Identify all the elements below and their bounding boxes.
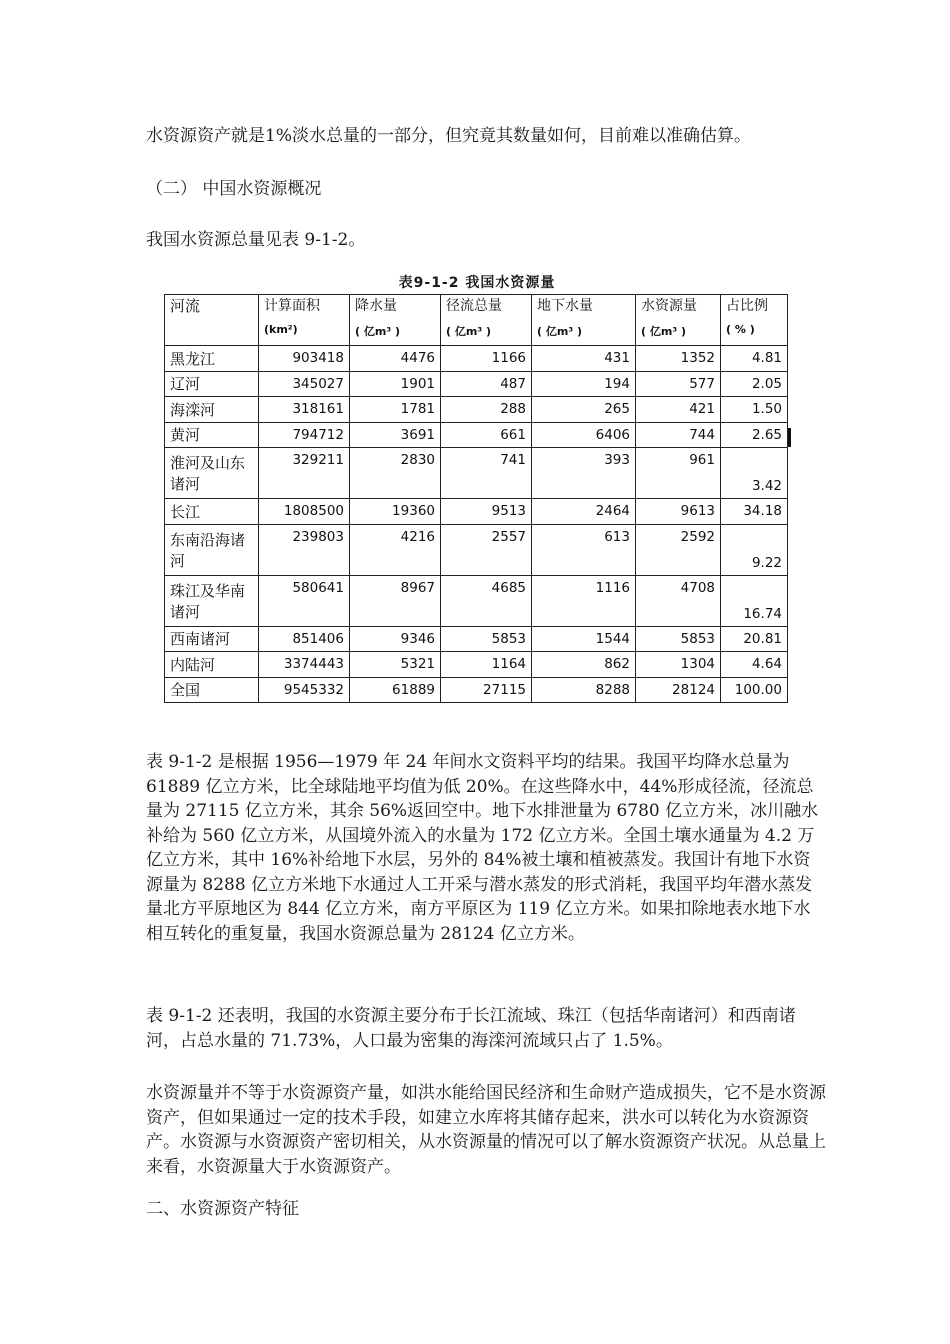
table-row <box>165 575 788 626</box>
header-unit: ( 亿m³ ) <box>537 325 582 338</box>
table-cell-precip: 1901 <box>350 371 441 397</box>
table-cell-area: 580641 <box>259 575 350 626</box>
table-cell-runoff: 5853 <box>441 626 532 652</box>
table-cell-runoff: 27115 <box>441 677 532 703</box>
table-cell-resource: 744 <box>636 422 721 448</box>
table-cell-precip: 2830 <box>350 448 441 499</box>
header-cell-resource <box>636 295 721 346</box>
table-cell-name: 黄河 <box>165 422 259 448</box>
header-label: 水资源量 <box>641 298 697 314</box>
table-cell-precip: 3691 <box>350 422 441 448</box>
header-cell-ground <box>532 295 636 346</box>
table-cell-area: 239803 <box>259 524 350 575</box>
paragraph-3: 水资源量并不等于水资源资产量，如洪水能给国民经济和生命财产造成损失，它不是水资源资产，但如果通过一定的技术手段，如建立水库将其储存起来，洪水可以转化为水资源资产。水资源与水资源资产密切相关，从水资源量的情况可以了解水资源资产状况。从总量上来看，水资源量大于水资源资产。 <box>146 1083 826 1177</box>
table-cell-ground: 393 <box>532 448 636 499</box>
header-label: 计算面积 <box>264 298 320 314</box>
header-cell-runoff <box>441 295 532 346</box>
header-cell-river <box>165 295 259 346</box>
table-cell-ground: 431 <box>532 346 636 372</box>
table-cell-runoff: 2557 <box>441 524 532 575</box>
table-cell-resource: 1304 <box>636 652 721 678</box>
table-cell-pct: 16.74 <box>721 575 788 626</box>
header-unit: ( % ) <box>726 323 755 336</box>
table-cell-resource: 2592 <box>636 524 721 575</box>
table-cell-name: 全国 <box>165 677 259 703</box>
table-cell-resource: 577 <box>636 371 721 397</box>
table-cell-name: 长江 <box>165 499 259 525</box>
header-unit: ( 亿m³ ) <box>355 325 400 338</box>
water-resource-table <box>164 294 788 703</box>
table-cell-resource: 961 <box>636 448 721 499</box>
header-label: 径流总量 <box>446 298 502 314</box>
section-heading-2: 二、水资源资产特征 <box>146 1199 299 1219</box>
table-cell-resource: 9613 <box>636 499 721 525</box>
table-cell-name: 黑龙江 <box>165 346 259 372</box>
table-cell-precip: 4476 <box>350 346 441 372</box>
table-row <box>165 524 788 575</box>
header-unit: (km²) <box>264 323 298 336</box>
table-cell-area: 3374443 <box>259 652 350 678</box>
table-cell-ground: 194 <box>532 371 636 397</box>
table-cell-pct: 20.81 <box>721 626 788 652</box>
table-cell-ground: 8288 <box>532 677 636 703</box>
table-cell-name: 海滦河 <box>165 397 259 423</box>
table-cell-ground: 862 <box>532 652 636 678</box>
table-cell-runoff: 741 <box>441 448 532 499</box>
table-row <box>165 677 788 703</box>
table-cell-name: 东南沿海诸河 <box>165 524 259 575</box>
table-cell-ground: 1116 <box>532 575 636 626</box>
table-cell-precip: 9346 <box>350 626 441 652</box>
header-unit: ( 亿m³ ) <box>641 325 686 338</box>
table-cell-ground: 613 <box>532 524 636 575</box>
table-cell-area: 318161 <box>259 397 350 423</box>
table-cell-precip: 1781 <box>350 397 441 423</box>
table-cell-area: 329211 <box>259 448 350 499</box>
table-cell-name: 珠江及华南诸河 <box>165 575 259 626</box>
table-cell-name: 西南诸河 <box>165 626 259 652</box>
header-label: 占比例 <box>726 298 768 314</box>
table-cell-ground: 1544 <box>532 626 636 652</box>
table-cell-resource: 421 <box>636 397 721 423</box>
table-cell-resource: 28124 <box>636 677 721 703</box>
table-cell-precip: 8967 <box>350 575 441 626</box>
cursor-mark <box>788 428 791 447</box>
table-cell-area: 345027 <box>259 371 350 397</box>
header-cell-area <box>259 295 350 346</box>
table-cell-pct: 2.65 <box>721 422 788 448</box>
table-cell-ground: 265 <box>532 397 636 423</box>
table-cell-area: 794712 <box>259 422 350 448</box>
table-cell-pct: 3.42 <box>721 448 788 499</box>
paragraph-1: 表 9-1-2 是根据 1956—1979 年 24 年间水文资料平均的结果。我国平均降水总量为 61889 亿立方米，比全球陆地平均值为低 20%。在这些降水中，44%形成径流，径流总量为 27115 亿立方米，其余 56%返回空中。地下水排泄量为 6780 亿立方米，冰川融水补给为 560 亿立方米，从国境外流入的水量为 172 亿立方米。全国土壤水通量为 4.2 万亿立方米，其中 16%补给地下水层，另外的 84%被土壤和植被蒸发。我国计有地下水资源量为 8288 亿立方米地下水通过人工开采与潜水蒸发的形式消耗，我国平均年潜水蒸发量北方平原地区为 844 亿立方米，南方平原区为 119 亿立方米。如果扣除地表水地下水相互转化的重复量，我国水资源总量为 28124 亿立方米。 <box>146 752 819 944</box>
table-row <box>165 346 788 372</box>
subheading: （二） 中国水资源概况 <box>146 179 322 199</box>
table-header-row <box>165 295 788 346</box>
table-cell-precip: 19360 <box>350 499 441 525</box>
header-cell-precip <box>350 295 441 346</box>
table-cell-pct: 100.00 <box>721 677 788 703</box>
table-cell-area: 1808500 <box>259 499 350 525</box>
table-cell-name: 辽河 <box>165 371 259 397</box>
table-row <box>165 626 788 652</box>
header-unit: ( 亿m³ ) <box>446 325 491 338</box>
table-cell-pct: 4.64 <box>721 652 788 678</box>
intro-line: 水资源资产就是1%淡水总量的一部分，但究竟其数量如何，目前难以准确估算。 <box>146 126 751 146</box>
header-label: 地下水量 <box>537 298 593 314</box>
table-cell-runoff: 1166 <box>441 346 532 372</box>
table-row <box>165 397 788 423</box>
table-reference: 我国水资源总量见表 9-1-2。 <box>146 230 366 250</box>
table-cell-runoff: 9513 <box>441 499 532 525</box>
table-cell-pct: 2.05 <box>721 371 788 397</box>
paragraph-2: 表 9-1-2 还表明，我国的水资源主要分布于长江流域、珠江（包括华南诸河）和西南诸河，占总水量的 71.73%，人口最为密集的海滦河流域只占了 1.5%。 <box>146 1006 796 1051</box>
table-cell-precip: 61889 <box>350 677 441 703</box>
header-label: 河流 <box>170 297 201 315</box>
table-cell-pct: 1.50 <box>721 397 788 423</box>
table-cell-name: 内陆河 <box>165 652 259 678</box>
table-cell-pct: 9.22 <box>721 524 788 575</box>
table-row <box>165 652 788 678</box>
table-cell-area: 851406 <box>259 626 350 652</box>
table-cell-resource: 1352 <box>636 346 721 372</box>
table-row <box>165 371 788 397</box>
header-label: 降水量 <box>355 298 397 314</box>
table-cell-runoff: 487 <box>441 371 532 397</box>
table-cell-pct: 34.18 <box>721 499 788 525</box>
header-cell-pct <box>721 295 788 346</box>
table-cell-ground: 6406 <box>532 422 636 448</box>
table-cell-area: 9545332 <box>259 677 350 703</box>
table-cell-runoff: 288 <box>441 397 532 423</box>
table-cell-precip: 5321 <box>350 652 441 678</box>
table-cell-name: 淮河及山东诸河 <box>165 448 259 499</box>
table-row <box>165 448 788 499</box>
table-cell-runoff: 661 <box>441 422 532 448</box>
table-cell-pct: 4.81 <box>721 346 788 372</box>
table-caption: 表9-1-2 我国水资源量 <box>398 275 556 291</box>
table-cell-runoff: 4685 <box>441 575 532 626</box>
table-row <box>165 499 788 525</box>
table-cell-area: 903418 <box>259 346 350 372</box>
table-cell-resource: 5853 <box>636 626 721 652</box>
table-cell-ground: 2464 <box>532 499 636 525</box>
table-cell-precip: 4216 <box>350 524 441 575</box>
table-cell-runoff: 1164 <box>441 652 532 678</box>
table-cell-resource: 4708 <box>636 575 721 626</box>
table-row <box>165 422 788 448</box>
